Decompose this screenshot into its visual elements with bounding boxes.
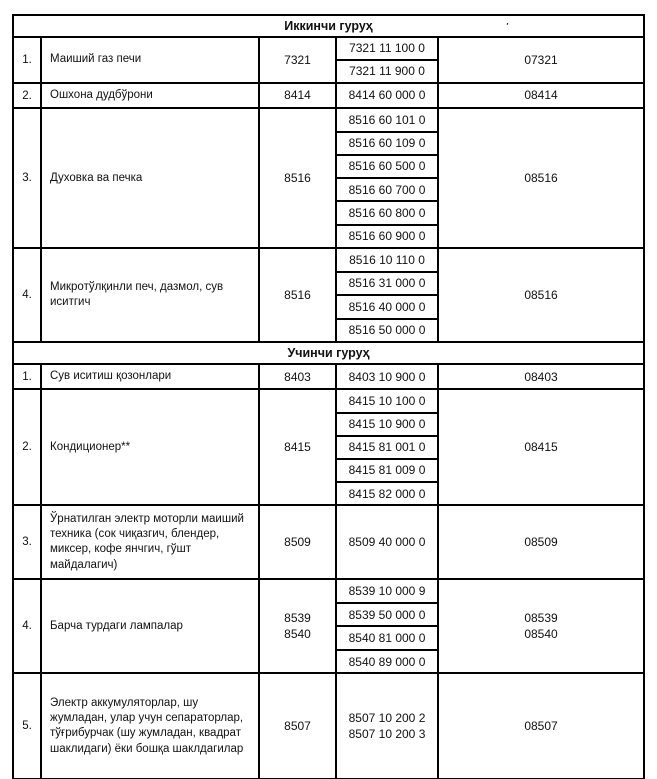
subcode-column — [337, 390, 439, 504]
subcode-column — [337, 249, 439, 341]
row-number: 2. — [14, 84, 42, 107]
final-code-cell — [439, 38, 643, 82]
subcode-cell — [337, 273, 437, 297]
row-number: 1. — [14, 38, 42, 82]
product-name: Барча турдаги лампалар — [42, 580, 260, 672]
subcode-line: 8507 10 200 2 — [348, 711, 426, 726]
subcode-line: 7321 11 100 0 — [349, 41, 425, 56]
row-number: 3. — [14, 506, 42, 578]
subcode-line: 8403 10 900 0 — [348, 369, 426, 384]
subcode-cell — [337, 414, 437, 437]
code-cell — [260, 674, 337, 778]
codes-table — [12, 14, 645, 779]
subcode-cell — [337, 437, 437, 460]
section-title: Иккинчи гуруҳ — [284, 19, 373, 33]
section-header-second-group — [14, 16, 643, 38]
subcode-column — [337, 38, 439, 82]
subcode-line: 8516 60 700 0 — [348, 182, 426, 197]
table-row — [14, 674, 643, 778]
subcode-cell — [337, 460, 437, 483]
code-line: 7321 — [284, 52, 311, 67]
final-code-cell — [439, 249, 643, 341]
code-cell — [260, 249, 337, 341]
subcode-cell — [337, 84, 437, 107]
subcode-cell — [337, 109, 437, 132]
final-code-line: 08540 — [524, 627, 558, 642]
final-code-cell — [439, 365, 643, 388]
code-cell — [260, 390, 337, 504]
code-line: 8539 — [284, 611, 311, 626]
subcode-column — [337, 84, 439, 107]
product-name: Электр аккумуляторлар, шу жумладан, улар учун сепараторлар, тўғрибурчак (шу жумладан, квадрат шаклидаги) ёки бошқа шаклдагилар — [42, 674, 260, 778]
code-cell — [260, 84, 337, 107]
section-title: Учинчи гуруҳ — [287, 346, 370, 361]
final-code-line: 08414 — [524, 88, 558, 103]
subcode-cell — [337, 604, 437, 628]
final-code-cell — [439, 84, 643, 107]
subcode-cell — [337, 627, 437, 651]
table-row — [14, 506, 643, 580]
subcode-line: 8415 10 900 0 — [348, 417, 426, 432]
final-code-line: 08507 — [524, 719, 558, 734]
subcode-line: 8414 60 000 0 — [348, 88, 426, 103]
table-row — [14, 84, 643, 109]
product-name: Маиший газ печи — [42, 38, 260, 82]
row-number: 3. — [14, 109, 42, 247]
subcode-column — [337, 109, 439, 247]
subcode-cell — [337, 651, 437, 673]
product-name: Ўрнатилган электр моторли маиший техника (сок чиқазгич, блендер, миксер, кофе янчгич, гўшт майдалагич) — [42, 506, 260, 578]
subcode-line: 8516 60 900 0 — [348, 229, 426, 244]
subcode-line: 8507 10 200 3 — [348, 727, 426, 742]
subcode-line: 8516 60 800 0 — [348, 206, 426, 221]
subcode-line: 8539 10 000 9 — [348, 584, 426, 598]
subcode-line: 8516 10 110 0 — [349, 252, 425, 267]
subcode-line: 8516 50 000 0 — [348, 323, 426, 338]
subcode-line: 8415 10 100 0 — [348, 393, 426, 408]
code-line: 8403 — [284, 369, 311, 384]
final-code-cell — [439, 674, 643, 778]
subcode-cell — [337, 674, 437, 778]
product-name: Сув иситиш қозонлари — [42, 365, 260, 388]
subcode-line: 8415 82 000 0 — [348, 486, 426, 501]
code-line: 8415 — [284, 440, 311, 455]
code-line: 8509 — [284, 535, 311, 550]
subcode-cell — [337, 320, 437, 342]
final-code-line: 08516 — [524, 171, 558, 186]
subcode-line: 8540 89 000 0 — [348, 654, 426, 669]
subcode-line: 8415 81 009 0 — [348, 463, 426, 478]
code-line: 8516 — [284, 288, 311, 303]
subcode-cell — [337, 179, 437, 202]
subcode-cell — [337, 133, 437, 156]
subcode-column — [337, 674, 439, 778]
subcode-line: 8540 81 000 0 — [348, 631, 426, 645]
final-code-line: 08415 — [524, 440, 558, 455]
subcode-cell — [337, 580, 437, 604]
product-name: Кондиционер** — [42, 390, 260, 504]
subcode-column — [337, 365, 439, 388]
subcode-cell — [337, 506, 437, 578]
final-code-line: 08516 — [524, 288, 558, 303]
table-row — [14, 365, 643, 390]
subcode-line: 8516 40 000 0 — [348, 299, 426, 314]
subcode-cell — [337, 296, 437, 320]
final-code-line: 08539 — [524, 611, 558, 626]
subcode-cell — [337, 483, 437, 504]
final-code-line: 07321 — [524, 52, 558, 67]
subcode-cell — [337, 38, 437, 61]
code-line: 8516 — [284, 171, 311, 186]
subcode-line: 8509 40 000 0 — [348, 535, 426, 550]
product-name: Микротўлқинли печ, дазмол, сув иситгич — [42, 249, 260, 341]
subcode-cell — [337, 365, 437, 388]
table-row — [14, 109, 643, 249]
row-number: 4. — [14, 580, 42, 672]
table-row — [14, 38, 643, 84]
code-cell — [260, 38, 337, 82]
final-code-cell — [439, 580, 643, 672]
row-number: 5. — [14, 674, 42, 778]
code-line: 8414 — [284, 88, 311, 103]
subcode-line: 8516 31 000 0 — [348, 276, 426, 291]
row-number: 4. — [14, 249, 42, 341]
final-code-line: 08403 — [524, 369, 558, 384]
final-code-cell — [439, 506, 643, 578]
table-row — [14, 249, 643, 343]
code-cell — [260, 580, 337, 672]
final-code-cell — [439, 109, 643, 247]
subcode-column — [337, 580, 439, 672]
final-code-line: 08509 — [524, 535, 558, 550]
subcode-cell — [337, 226, 437, 247]
subcode-cell — [337, 390, 437, 413]
subcode-column — [337, 506, 439, 578]
subcode-line: 8516 60 101 0 — [348, 112, 426, 127]
subcode-cell — [337, 156, 437, 179]
product-name: Духовка ва печка — [42, 109, 260, 247]
ditto-mark: '' — [506, 22, 508, 31]
subcode-line: 8539 50 000 0 — [348, 607, 426, 622]
product-name: Ошхона дудбўрони — [42, 84, 260, 107]
code-cell — [260, 365, 337, 388]
final-code-cell — [439, 390, 643, 504]
code-cell — [260, 506, 337, 578]
row-number: 2. — [14, 390, 42, 504]
code-line: 8540 — [284, 627, 311, 642]
section-header-third-group — [14, 343, 643, 365]
subcode-cell — [337, 61, 437, 82]
code-cell — [260, 109, 337, 247]
table-row — [14, 580, 643, 674]
subcode-line: 8415 81 001 0 — [348, 440, 426, 455]
subcode-line: 7321 11 900 0 — [349, 64, 425, 79]
subcode-cell — [337, 202, 437, 225]
table-row — [14, 390, 643, 506]
subcode-cell — [337, 249, 437, 273]
subcode-line: 8516 60 109 0 — [348, 136, 426, 151]
code-line: 8507 — [284, 719, 311, 734]
row-number: 1. — [14, 365, 42, 388]
subcode-line: 8516 60 500 0 — [348, 159, 426, 174]
